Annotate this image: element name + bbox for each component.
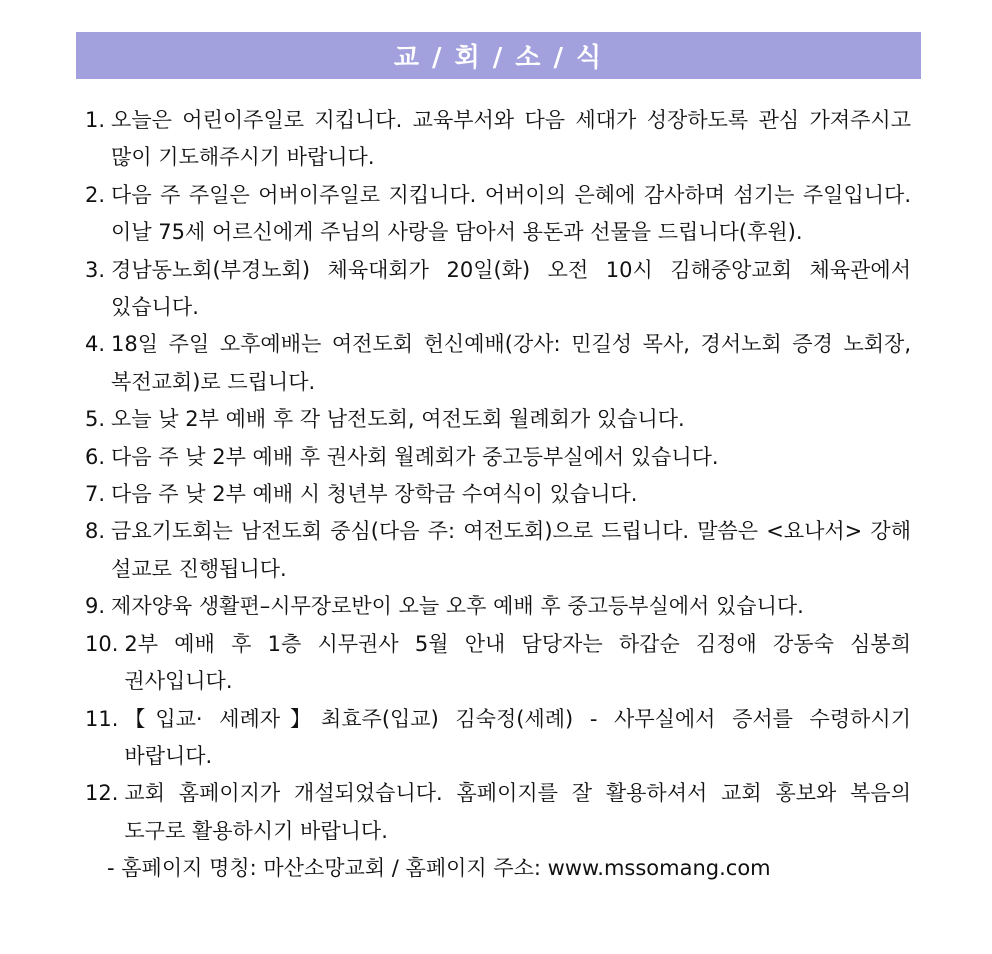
notice-item-3 (85, 252, 911, 327)
notice-text: 【입교· 세례자】최효주(입교) 김숙정(세례) - 사무실에서 증서를 수령하시기 바랍니다. (124, 706, 911, 768)
notice-item-7 (85, 476, 911, 513)
notice-number: 8. (85, 519, 106, 544)
notice-text: 경남동노회(부경노회) 체육대회가 20일(화) 오전 10시 김해중앙교회 체육관에서 있습니다. (111, 257, 911, 320)
notice-text: 다음 주 낮 2부 예배 시 청년부 장학금 수여식이 있습니다. (111, 482, 638, 507)
notice-text: 다음 주 낮 2부 예배 후 권사회 월례회가 중고등부실에서 있습니다. (111, 444, 719, 469)
notice-list (85, 102, 911, 888)
notice-item-8 (85, 513, 911, 588)
notice-item-5 (85, 401, 911, 438)
notice-number: 10. (85, 631, 119, 656)
notice-item-11 (85, 701, 911, 776)
notice-header (76, 32, 921, 79)
notice-item-10 (85, 626, 911, 701)
notice-text: 오늘 낮 2부 예배 후 각 남전도회, 여전도회 월례회가 있습니다. (111, 407, 685, 432)
notice-item-4 (85, 326, 911, 401)
notice-text: 금요기도회는 남전도회 중심(다음 주: 여전도회)으로 드립니다. 말씀은 <요나서> 강해 설교로 진행됩니다. (111, 519, 911, 581)
notice-text: 교회 홈페이지가 개설되었습니다. 홈페이지를 잘 활용하셔서 교회 홍보와 복음의 도구로 활용하시기 바랍니다. (124, 781, 911, 843)
notice-number: 5. (85, 407, 106, 432)
notice-item-1 (85, 102, 911, 177)
notice-text: 18일 주일 오후예배는 여전도회 헌신예배(강사: 민길성 목사, 경서노회 증경 노회장, 복전교회)로 드립니다. (111, 332, 911, 394)
notice-number: 3. (85, 257, 106, 282)
notice-number: 11. (85, 706, 119, 731)
notice-text: 제자양육 생활편–시무장로반이 오늘 오후 예배 후 중고등부실에서 있습니다. (111, 594, 804, 619)
notice-item-9 (85, 588, 911, 625)
notice-text: 오늘은 어린이주일로 지킵니다. 교육부서와 다음 세대가 성장하도록 관심 가져주시고 많이 기도해주시기 바랍니다. (111, 108, 911, 170)
notice-number: 12. (85, 781, 119, 806)
notice-item-2 (85, 177, 911, 252)
header-title: 교 / 회 / 소 / 식 (393, 43, 604, 73)
notice-number: 1. (85, 108, 106, 132)
notice-item-12 (85, 775, 911, 850)
notice-number: 2. (85, 182, 106, 207)
notice-number: 6. (85, 444, 106, 469)
notice-number: 4. (85, 332, 106, 357)
notice-text: 다음 주 주일은 어버이주일로 지킵니다. 어버이의 은혜에 감사하며 섬기는 주일입니다. 이날 75세 어르신에게 주님의 사랑을 담아서 용돈과 선물을 드립니다(후원). (111, 182, 911, 245)
notice-number: 9. (85, 594, 106, 619)
notice-text: 2부 예배 후 1층 시무권사 5월 안내 담당자는 하갑순 김정애 강동숙 심봉희 권사입니다. (124, 631, 911, 694)
notice-number: 7. (85, 482, 106, 507)
notice-item-6 (85, 439, 911, 476)
homepage-info: - 홈페이지 명칭: 마산소망교회 / 홈페이지 주소: www.mssomang.com (107, 856, 771, 881)
